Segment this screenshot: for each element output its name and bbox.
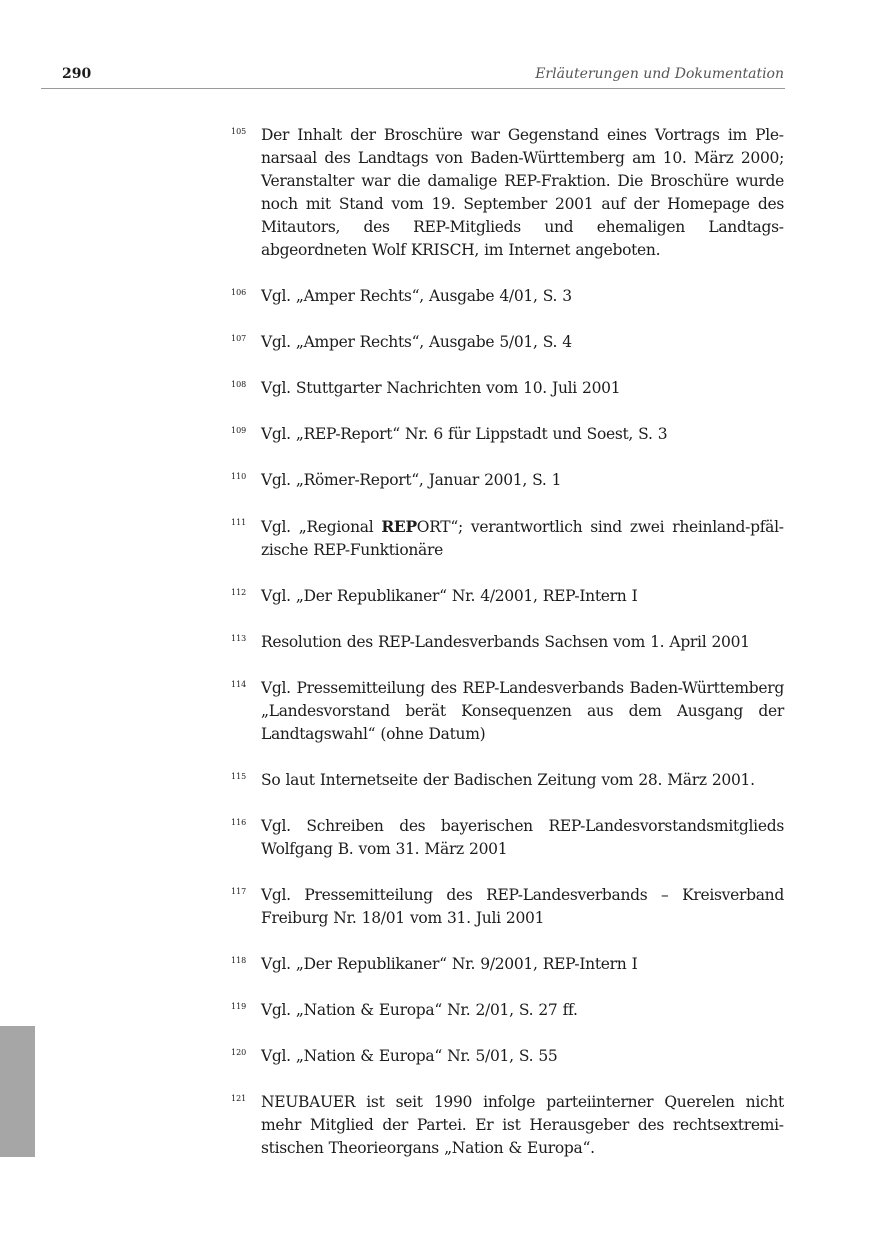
endnote-text: Vgl. „Römer-Report“, Januar 2001, S. 1 — [261, 471, 562, 489]
endnote-106 — [231, 285, 784, 308]
endnote-number: 105 — [231, 127, 247, 136]
endnotes-list — [231, 124, 784, 1183]
endnote-text: Resolution des REP-Landesverbands Sachsen vom 1. April 2001 — [261, 633, 750, 651]
endnote-120 — [231, 1045, 784, 1068]
endnote-112 — [231, 585, 784, 608]
endnote-number: 119 — [231, 1002, 247, 1011]
endnote-number: 110 — [231, 472, 247, 481]
endnote-number: 120 — [231, 1048, 247, 1057]
endnote-text: Vgl. „Der Republikaner“ Nr. 4/2001, REP-Intern I — [261, 587, 638, 605]
endnote-111 — [231, 515, 784, 562]
endnote-108 — [231, 377, 784, 400]
endnote-text: Der Inhalt der Broschüre war Gegenstand eines Vortrags im Plenarsaal des Landtags von Baden-Württemberg am 10. März 2000; Veranstalter war die damalige REP-Fraktion. Die Broschüre wurde noch mit Stand vom 19. September 2001 auf der Homepage des Mitautors, des REP-Mitglieds und ehemaligen Landtagsabgeordneten Wolf KRISCH, im Internet angeboten. — [261, 126, 784, 259]
endnote-118 — [231, 953, 784, 976]
endnote-number: 111 — [231, 518, 247, 527]
page-header — [41, 64, 785, 89]
endnote-number: 118 — [231, 956, 247, 965]
endnote-117 — [231, 884, 784, 930]
endnote-text: Vgl. „Nation & Europa“ Nr. 2/01, S. 27 ff. — [261, 1001, 578, 1019]
chapter-tab-marker — [0, 1026, 35, 1157]
endnote-110 — [231, 469, 784, 492]
endnote-text-part: Vgl. „Regional — [261, 518, 382, 536]
endnote-113 — [231, 631, 784, 654]
endnote-114 — [231, 677, 784, 746]
endnote-number: 117 — [231, 887, 247, 896]
endnote-text: So laut Internetseite der Badischen Zeitung vom 28. März 2001. — [261, 771, 755, 789]
endnote-text: Vgl. Pressemitteilung des REP-Landesverbands – Kreisverband Freiburg Nr. 18/01 vom 31. Juli 2001 — [261, 886, 784, 927]
endnote-107 — [231, 331, 784, 354]
endnote-text: Vgl. „Nation & Europa“ Nr. 5/01, S. 55 — [261, 1047, 558, 1065]
endnote-text-part: ORT“; verantwortlich sind zwei rheinland-pfälzische REP-Funktionäre — [261, 518, 784, 559]
endnote-text: Vgl. Schreiben des bayerischen REP-Landesvorstandsmitglieds Wolfgang B. vom 31. März 2001 — [261, 817, 784, 858]
endnote-number: 108 — [231, 380, 247, 389]
endnote-text: Vgl. „Amper Rechts“, Ausgabe 4/01, S. 3 — [261, 287, 572, 305]
endnote-text: Vgl. Pressemitteilung des REP-Landesverbands Baden-Württemberg „Landesvorstand berät Konsequenzen aus dem Ausgang der Landtagswahl“ (ohne Datum) — [261, 679, 784, 743]
running-head: Erläuterungen und Dokumentation — [535, 66, 784, 82]
page-number: 290 — [62, 66, 92, 82]
endnote-text: Vgl. „REP-Report“ Nr. 6 für Lippstadt und Soest, S. 3 — [261, 425, 668, 443]
endnote-number: 107 — [231, 334, 247, 343]
endnote-text: NEUBAUER ist seit 1990 infolge parteiinterner Querelen nicht mehr Mitglied der Partei. Er ist Herausgeber des rechtsextremistischen Theorieorgans „Nation & Europa“. — [261, 1093, 784, 1157]
endnote-119 — [231, 999, 784, 1022]
endnote-number: 106 — [231, 288, 247, 297]
endnote-number: 116 — [231, 818, 247, 827]
endnote-number: 112 — [231, 588, 247, 597]
endnote-109 — [231, 423, 784, 446]
endnote-bold-text: REP — [381, 517, 417, 536]
endnote-116 — [231, 815, 784, 861]
endnote-text — [261, 515, 784, 562]
endnote-115 — [231, 769, 784, 792]
endnote-number: 109 — [231, 426, 247, 435]
endnote-text: Vgl. „Der Republikaner“ Nr. 9/2001, REP-Intern I — [261, 955, 638, 973]
endnote-number: 114 — [231, 680, 247, 689]
endnote-121 — [231, 1091, 784, 1160]
endnote-105 — [231, 124, 784, 262]
endnote-number: 115 — [231, 772, 247, 781]
endnote-number: 113 — [231, 634, 247, 643]
endnote-number: 121 — [231, 1094, 247, 1103]
endnote-text: Vgl. „Amper Rechts“, Ausgabe 5/01, S. 4 — [261, 333, 572, 351]
endnote-text: Vgl. Stuttgarter Nachrichten vom 10. Juli 2001 — [261, 379, 621, 397]
